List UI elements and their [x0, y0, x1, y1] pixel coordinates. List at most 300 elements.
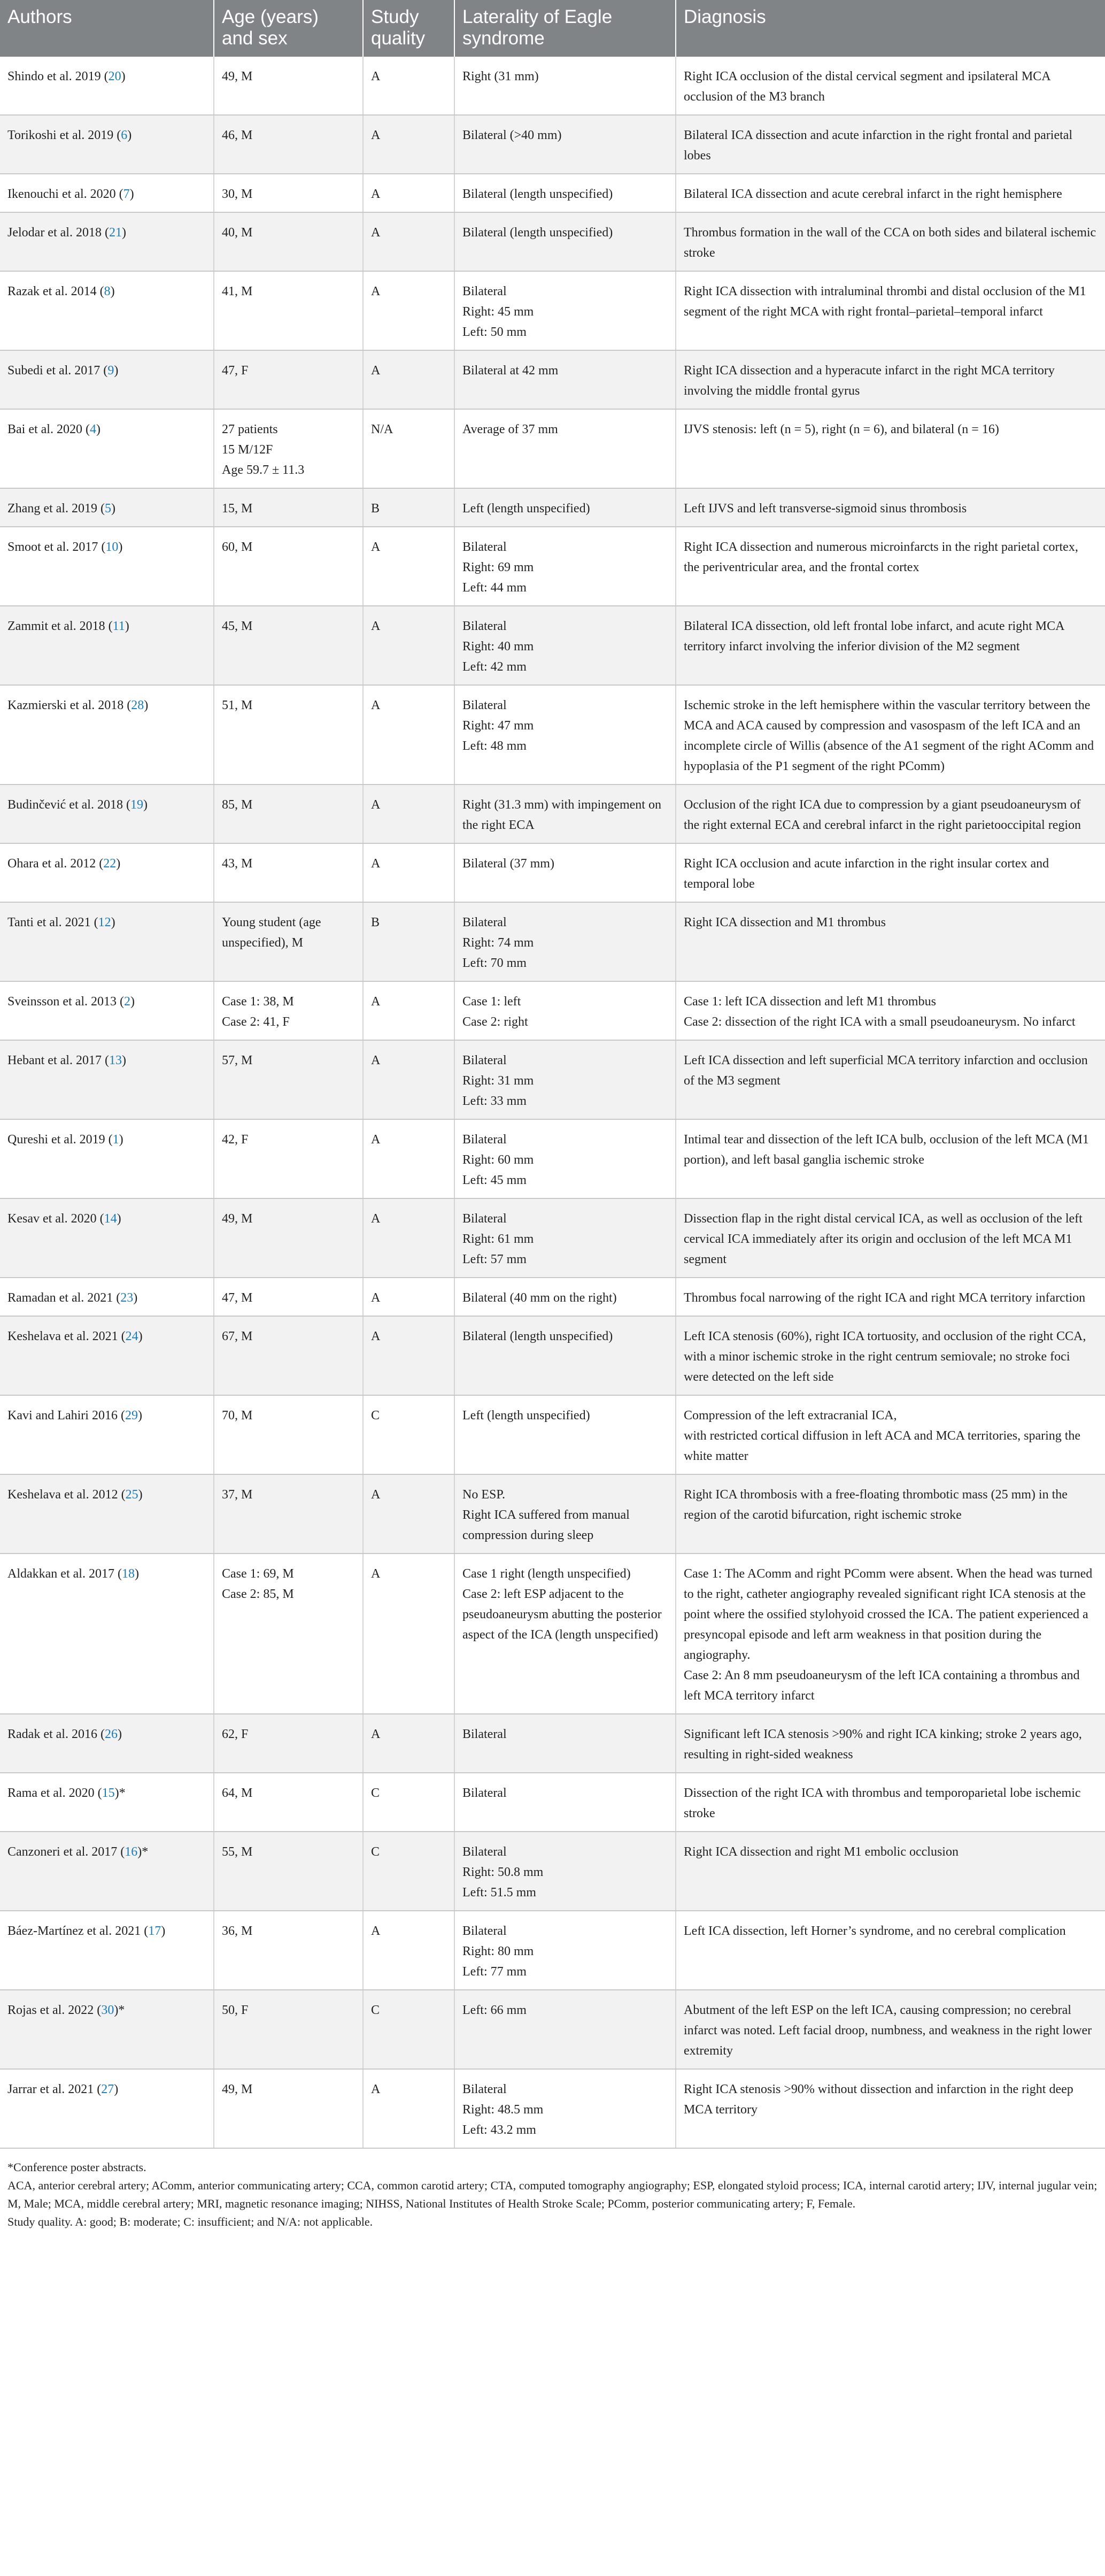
cell-age-sex: [214, 843, 363, 902]
diagnosis-line: Dissection flap in the right distal cervical ICA, as well as occlusion of the left cervical ICA immediately after its origin and occlusion of the left MCA M1 segment: [684, 1212, 1086, 1266]
laterality-line: Left: 44 mm: [462, 581, 527, 595]
citation-close: ): [114, 364, 119, 378]
citation-close: ): [117, 1212, 121, 1226]
citation-close: ): [118, 540, 123, 554]
cell-study-quality: A: [363, 1119, 454, 1198]
diagnosis-line: Right ICA occlusion of the distal cervical segment and ipsilateral MCA occlusion of the M3 branch: [684, 70, 1054, 104]
laterality-line: Bilateral (length unspecified): [462, 187, 613, 201]
citation-link[interactable]: 29: [125, 1409, 138, 1422]
cell-author: [0, 409, 214, 488]
cell-diagnosis: [676, 1990, 1105, 2069]
age-sex-line: 49, M: [222, 2082, 253, 2096]
citation-link[interactable]: 14: [104, 1212, 117, 1226]
laterality-line: Bilateral: [462, 1924, 507, 1938]
cell-author: [0, 1911, 214, 1990]
citation-close: ): [143, 798, 148, 812]
cell-laterality: [454, 902, 676, 981]
table-row: [0, 1832, 1105, 1911]
citation-close: ): [138, 1488, 143, 1502]
diagnosis-line: Right ICA dissection and a hyperacute infarct in the right MCA territory involving the middle frontal gyrus: [684, 364, 1058, 398]
cell-age-sex: [214, 1040, 363, 1119]
cell-diagnosis: [676, 1714, 1105, 1773]
author-name: Qureshi et al. 2019 (: [7, 1133, 113, 1147]
diagnosis-line: Right ICA thrombosis with a free-floating thrombotic mass (25 mm) in the region of the carotid bifurcation, right ischemic stroke: [684, 1488, 1071, 1522]
table-row: [0, 1198, 1105, 1278]
cell-author: [0, 1714, 214, 1773]
cell-laterality: [454, 1395, 676, 1474]
laterality-line: Bilateral (length unspecified): [462, 226, 613, 240]
age-sex-line: 64, M: [222, 1786, 253, 1800]
age-sex-line: 50, F: [222, 2003, 249, 2017]
cell-age-sex: [214, 2069, 363, 2148]
table-row: [0, 1773, 1105, 1832]
citation-close: ): [138, 1329, 143, 1343]
cell-study-quality: A: [363, 685, 454, 785]
cell-study-quality: N/A: [363, 409, 454, 488]
cell-author: [0, 685, 214, 785]
citation-close: )*: [137, 1845, 149, 1859]
author-name: Zhang et al. 2019 (: [7, 502, 105, 516]
author-name: Jarrar et al. 2021 (: [7, 2082, 102, 2096]
cell-diagnosis: [676, 1278, 1105, 1316]
cell-author: [0, 1198, 214, 1278]
author-name: Kesav et al. 2020 (: [7, 1212, 104, 1226]
cell-author: [0, 902, 214, 981]
laterality-line: Bilateral (37 mm): [462, 857, 554, 871]
cell-age-sex: [214, 1474, 363, 1554]
cell-author: [0, 350, 214, 409]
cell-laterality: [454, 1911, 676, 1990]
author-name: Budinčević et al. 2018 (: [7, 798, 130, 812]
cell-laterality: [454, 488, 676, 527]
citation-link[interactable]: 19: [130, 798, 143, 812]
cell-study-quality: C: [363, 1773, 454, 1832]
table-row: [0, 1474, 1105, 1554]
cell-laterality: [454, 1714, 676, 1773]
age-sex-line: 49, M: [222, 70, 253, 83]
laterality-line: Average of 37 mm: [462, 422, 558, 436]
cell-laterality: [454, 271, 676, 350]
laterality-line: Right: 48.5 mm: [462, 2103, 544, 2117]
laterality-line: Left: 42 mm: [462, 660, 527, 674]
citation-link[interactable]: 4: [89, 422, 96, 436]
citation-link[interactable]: 24: [125, 1329, 138, 1343]
citation-link[interactable]: 21: [109, 226, 122, 240]
table-row: [0, 57, 1105, 115]
cell-laterality: [454, 212, 676, 271]
diagnosis-line: Case 1: left ICA dissection and left M1 thrombus: [684, 995, 936, 1009]
laterality-line: Bilateral: [462, 1786, 507, 1800]
author-name: Smoot et al. 2017 (: [7, 540, 106, 554]
diagnosis-line: Right ICA dissection and right M1 embolic occlusion: [684, 1845, 959, 1859]
diagnosis-line: Bilateral ICA dissection and acute cerebral infarct in the right hemisphere: [684, 187, 1062, 201]
cell-author: [0, 1316, 214, 1395]
laterality-line: Right ICA suffered from manual compression during sleep: [462, 1508, 633, 1542]
cell-age-sex: [214, 1773, 363, 1832]
table-row: [0, 1714, 1105, 1773]
cell-author: [0, 488, 214, 527]
laterality-line: Bilateral (40 mm on the right): [462, 1291, 617, 1305]
footnote-poster: *Conference poster abstracts.: [7, 2160, 146, 2174]
citation-close: ): [111, 916, 115, 929]
laterality-line: Bilateral: [462, 1845, 507, 1859]
citation-link[interactable]: 20: [108, 70, 121, 83]
citation-link[interactable]: 11: [112, 619, 125, 633]
table-row: [0, 488, 1105, 527]
cell-study-quality: A: [363, 115, 454, 174]
laterality-line: Right: 31 mm: [462, 1074, 534, 1088]
cell-laterality: [454, 1832, 676, 1911]
age-sex-line: 47, M: [222, 1291, 253, 1305]
citation-close: ): [161, 1924, 166, 1938]
cell-laterality: [454, 1474, 676, 1554]
author-name: Shindo et al. 2019 (: [7, 70, 109, 83]
author-name: Keshelava et al. 2012 (: [7, 1488, 126, 1502]
cell-study-quality: B: [363, 488, 454, 527]
table-row: [0, 115, 1105, 174]
cell-laterality: [454, 1990, 676, 2069]
laterality-line: Bilateral: [462, 2082, 507, 2096]
cell-diagnosis: [676, 981, 1105, 1040]
cell-age-sex: [214, 271, 363, 350]
cell-author: [0, 843, 214, 902]
cell-study-quality: A: [363, 1474, 454, 1554]
table-row: [0, 1278, 1105, 1316]
laterality-line: Left: 50 mm: [462, 325, 527, 339]
citation-link[interactable]: 22: [103, 857, 117, 871]
table-row: [0, 981, 1105, 1040]
author-name: Hebant et al. 2017 (: [7, 1054, 109, 1067]
laterality-line: Right: 60 mm: [462, 1153, 534, 1167]
table-row: [0, 1316, 1105, 1395]
cell-laterality: [454, 350, 676, 409]
footnote-abbreviations: ACA, anterior cerebral artery; AComm, anterior communicating artery; CCA, common carotid artery; CTA, computed tomography angiography; ESP, elongated styloid process; ICA, internal carotid artery; IJV, internal jugular vein; M, Male; MCA, middle cerebral artery; MRI, magnetic resonance imaging; NIHSS, National Institutes of Health Stroke Scale; PComm, posterior communicating artery; F, Female.: [7, 2179, 1098, 2210]
author-name: Rama et al. 2020 (: [7, 1786, 102, 1800]
table-row: [0, 1990, 1105, 2069]
header-laterality: Laterality of Eagle syndrome: [454, 0, 676, 57]
age-sex-line: 57, M: [222, 1054, 253, 1067]
laterality-line: Left: 48 mm: [462, 739, 527, 753]
cell-author: [0, 1832, 214, 1911]
citation-link[interactable]: 16: [125, 1845, 138, 1859]
cell-age-sex: [214, 57, 363, 115]
citation-close: ): [127, 128, 132, 142]
header-authors: Authors: [0, 0, 214, 57]
citation-close: ): [130, 995, 135, 1009]
laterality-line: Left: 43.2 mm: [462, 2123, 536, 2137]
age-sex-line: Case 2: 85, M: [222, 1587, 294, 1601]
cell-laterality: [454, 1119, 676, 1198]
table-row: [0, 350, 1105, 409]
citation-link[interactable]: 17: [148, 1924, 161, 1938]
cell-age-sex: [214, 1278, 363, 1316]
cell-study-quality: C: [363, 1832, 454, 1911]
diagnosis-line: Right ICA dissection and M1 thrombus: [684, 916, 886, 929]
age-sex-line: 60, M: [222, 540, 253, 554]
citation-close: ): [144, 698, 149, 712]
cell-study-quality: A: [363, 606, 454, 685]
cell-diagnosis: [676, 1832, 1105, 1911]
cell-study-quality: A: [363, 1040, 454, 1119]
laterality-line: Bilateral at 42 mm: [462, 364, 559, 378]
author-name: Tanti et al. 2021 (: [7, 916, 98, 929]
age-sex-line: 62, F: [222, 1727, 249, 1741]
table-row: [0, 606, 1105, 685]
cell-age-sex: [214, 1832, 363, 1911]
citation-link[interactable]: 15: [102, 1786, 115, 1800]
cell-age-sex: [214, 785, 363, 843]
table-row: [0, 1911, 1105, 1990]
laterality-line: Left (length unspecified): [462, 1409, 590, 1422]
author-name: Kavi and Lahiri 2016 (: [7, 1409, 125, 1422]
age-sex-line: Case 1: 69, M: [222, 1567, 294, 1581]
cell-laterality: [454, 527, 676, 606]
cell-diagnosis: [676, 174, 1105, 212]
citation-link[interactable]: 6: [121, 128, 128, 142]
laterality-line: Bilateral (>40 mm): [462, 128, 562, 142]
citation-link[interactable]: 10: [105, 540, 119, 554]
age-sex-line: 42, F: [222, 1133, 249, 1147]
age-sex-line: Case 1: 38, M: [222, 995, 294, 1009]
cell-age-sex: [214, 1714, 363, 1773]
citation-link[interactable]: 2: [123, 995, 130, 1009]
cell-study-quality: C: [363, 1990, 454, 2069]
citation-link[interactable]: 28: [131, 698, 144, 712]
cell-diagnosis: [676, 902, 1105, 981]
cell-age-sex: [214, 606, 363, 685]
citation-close: ): [129, 187, 134, 201]
cell-author: [0, 606, 214, 685]
table-row: [0, 785, 1105, 843]
age-sex-line: 46, M: [222, 128, 253, 142]
author-name: Ramadan et al. 2021 (: [7, 1291, 121, 1305]
cell-author: [0, 1554, 214, 1714]
cell-study-quality: A: [363, 57, 454, 115]
laterality-line: Left: 57 mm: [462, 1252, 527, 1266]
cell-diagnosis: [676, 527, 1105, 606]
cell-diagnosis: [676, 212, 1105, 271]
citation-close: ): [114, 2082, 119, 2096]
author-name: Jelodar et al. 2018 (: [7, 226, 109, 240]
author-name: Aldakkan et al. 2017 (: [7, 1567, 122, 1581]
cell-author: [0, 57, 214, 115]
cell-age-sex: [214, 1554, 363, 1714]
cell-age-sex: [214, 981, 363, 1040]
cell-diagnosis: [676, 785, 1105, 843]
age-sex-line: 40, M: [222, 226, 253, 240]
table-row: [0, 1119, 1105, 1198]
laterality-line: Right: 69 mm: [462, 560, 534, 574]
cell-author: [0, 271, 214, 350]
citation-close: )*: [114, 2003, 125, 2017]
cell-diagnosis: [676, 57, 1105, 115]
cell-age-sex: [214, 174, 363, 212]
cell-diagnosis: [676, 1316, 1105, 1395]
cell-author: [0, 1395, 214, 1474]
diagnosis-line: Left ICA dissection and left superficial MCA territory infarction and occlusion of the M3 segment: [684, 1054, 1091, 1088]
laterality-line: Bilateral: [462, 1727, 507, 1741]
cell-diagnosis: [676, 1911, 1105, 1990]
laterality-line: Right (31 mm): [462, 70, 539, 83]
age-sex-line: 47, F: [222, 364, 249, 378]
diagnosis-line: Right ICA occlusion and acute infarction in the right insular cortex and temporal lobe: [684, 857, 1053, 891]
age-sex-line: 55, M: [222, 1845, 253, 1859]
age-sex-line: 70, M: [222, 1409, 253, 1422]
cell-author: [0, 1119, 214, 1198]
cell-diagnosis: [676, 606, 1105, 685]
cell-diagnosis: [676, 271, 1105, 350]
diagnosis-line: with restricted cortical diffusion in left ACA and MCA territories, sparing the white matter: [684, 1429, 1084, 1463]
diagnosis-line: Thrombus formation in the wall of the CCA on both sides and bilateral ischemic stroke: [684, 226, 1100, 260]
citation-link[interactable]: 25: [125, 1488, 138, 1502]
citation-link[interactable]: 13: [109, 1054, 122, 1067]
laterality-line: Right: 50.8 mm: [462, 1865, 544, 1879]
author-name: Bai et al. 2020 (: [7, 422, 90, 436]
citation-link[interactable]: 23: [120, 1291, 134, 1305]
diagnosis-line: Ischemic stroke in the left hemisphere within the vascular territory between the MCA and ACA caused by compression and vasospasm of the left ICA and an incomplete circle of Willis (absence of the A1 segment of the right AComm and hypoplasia of the P1 segment of the right PComm): [684, 698, 1098, 773]
author-name: Kazmierski et al. 2018 (: [7, 698, 132, 712]
cell-study-quality: A: [363, 1278, 454, 1316]
citation-link[interactable]: 18: [121, 1567, 135, 1581]
laterality-line: Bilateral: [462, 1212, 507, 1226]
laterality-line: Right: 47 mm: [462, 719, 534, 733]
cell-study-quality: A: [363, 1714, 454, 1773]
laterality-line: No ESP.: [462, 1488, 506, 1502]
cell-age-sex: [214, 1198, 363, 1278]
cell-laterality: [454, 1554, 676, 1714]
cell-age-sex: [214, 488, 363, 527]
citation-link[interactable]: 9: [107, 364, 114, 378]
laterality-line: Bilateral: [462, 698, 507, 712]
cell-laterality: [454, 981, 676, 1040]
header-row: [0, 0, 1105, 57]
table-row: [0, 843, 1105, 902]
cell-diagnosis: [676, 685, 1105, 785]
laterality-line: Bilateral (length unspecified): [462, 1329, 613, 1343]
laterality-line: Left: 77 mm: [462, 1965, 527, 1979]
citation-link[interactable]: 8: [104, 284, 111, 298]
laterality-line: Bilateral: [462, 284, 507, 298]
cell-study-quality: C: [363, 1395, 454, 1474]
cell-study-quality: A: [363, 785, 454, 843]
cell-author: [0, 1474, 214, 1554]
citation-link[interactable]: 5: [104, 502, 111, 516]
laterality-line: Left: 70 mm: [462, 956, 527, 970]
laterality-line: Right: 40 mm: [462, 640, 534, 653]
diagnosis-line: Dissection of the right ICA with thrombus and temporoparietal lobe ischemic stroke: [684, 1786, 1084, 1820]
laterality-line: Left: 33 mm: [462, 1094, 527, 1108]
author-name: Canzoneri et al. 2017 (: [7, 1845, 125, 1859]
cell-age-sex: [214, 350, 363, 409]
diagnosis-line: Intimal tear and dissection of the left ICA bulb, occlusion of the left MCA (M1 portion), and left basal ganglia ischemic stroke: [684, 1133, 1092, 1167]
author-name: Ohara et al. 2012 (: [7, 857, 104, 871]
table-row: [0, 1395, 1105, 1474]
citation-link[interactable]: 1: [112, 1133, 119, 1147]
cell-author: [0, 1990, 214, 2069]
diagnosis-line: Left ICA stenosis (60%), right ICA tortuosity, and occlusion of the right CCA, with a minor ischemic stroke in the right centrum semiovale; no stroke foci were detected on the left side: [684, 1329, 1089, 1384]
age-sex-line: 36, M: [222, 1924, 253, 1938]
cell-diagnosis: [676, 350, 1105, 409]
age-sex-line: 67, M: [222, 1329, 253, 1343]
age-sex-line: 15 M/12F: [222, 443, 273, 457]
age-sex-line: Young student (age unspecified), M: [222, 916, 324, 950]
laterality-line: Right: 80 mm: [462, 1944, 534, 1958]
diagnosis-line: Case 2: dissection of the right ICA with a small pseudoaneurysm. No infarct: [684, 1015, 1076, 1029]
cell-author: [0, 2069, 214, 2148]
citation-close: ): [121, 1054, 126, 1067]
cell-age-sex: [214, 1395, 363, 1474]
citation-close: ): [125, 619, 129, 633]
diagnosis-line: Left ICA dissection, left Horner’s syndrome, and no cerebral complication: [684, 1924, 1066, 1938]
cell-study-quality: A: [363, 1316, 454, 1395]
citation-close: ): [134, 1567, 139, 1581]
diagnosis-line: Left IJVS and left transverse-sigmoid sinus thrombosis: [684, 502, 967, 516]
table-row: [0, 409, 1105, 488]
citation-link[interactable]: 26: [104, 1727, 118, 1741]
footnote-study-quality: Study quality. A: good; B: moderate; C: insufficient; and N/A: not applicable.: [7, 2215, 373, 2228]
laterality-line: Left: 51.5 mm: [462, 1886, 536, 1900]
cell-laterality: [454, 409, 676, 488]
author-name: Razak et al. 2014 (: [7, 284, 104, 298]
cell-laterality: [454, 1198, 676, 1278]
cell-age-sex: [214, 115, 363, 174]
citation-link[interactable]: 30: [101, 2003, 114, 2017]
table-row: [0, 212, 1105, 271]
cell-study-quality: A: [363, 271, 454, 350]
citation-link[interactable]: 7: [123, 187, 130, 201]
citation-close: )*: [114, 1786, 126, 1800]
table-row: [0, 685, 1105, 785]
cell-age-sex: [214, 409, 363, 488]
header-diagnosis: Diagnosis: [676, 0, 1105, 57]
citation-link[interactable]: 12: [98, 916, 111, 929]
cell-laterality: [454, 2069, 676, 2148]
cell-author: [0, 785, 214, 843]
age-sex-line: Age 59.7 ± 11.3: [222, 463, 305, 477]
citation-close: ): [137, 1409, 142, 1422]
cell-laterality: [454, 1316, 676, 1395]
diagnosis-line: Thrombus focal narrowing of the right ICA and right MCA territory infarction: [684, 1291, 1086, 1305]
laterality-line: Bilateral: [462, 1133, 507, 1147]
table-row: [0, 174, 1105, 212]
table-footnotes: [0, 2149, 1105, 2231]
cell-age-sex: [214, 212, 363, 271]
cell-diagnosis: [676, 488, 1105, 527]
cell-diagnosis: [676, 1198, 1105, 1278]
cell-study-quality: A: [363, 212, 454, 271]
laterality-line: Bilateral: [462, 619, 507, 633]
citation-close: ): [111, 502, 115, 516]
cell-author: [0, 981, 214, 1040]
table-row: [0, 271, 1105, 350]
cell-laterality: [454, 785, 676, 843]
laterality-line: Right: 45 mm: [462, 305, 534, 319]
table-row: [0, 1040, 1105, 1119]
cell-diagnosis: [676, 843, 1105, 902]
age-sex-line: 45, M: [222, 619, 253, 633]
cell-study-quality: A: [363, 1554, 454, 1714]
age-sex-line: 37, M: [222, 1488, 253, 1502]
age-sex-line: 27 patients: [222, 422, 278, 436]
cell-study-quality: A: [363, 1198, 454, 1278]
diagnosis-line: Bilateral ICA dissection, old left frontal lobe infarct, and acute right MCA territory infarct involving the inferior division of the M2 segment: [684, 619, 1068, 653]
cell-diagnosis: [676, 1119, 1105, 1198]
age-sex-line: 43, M: [222, 857, 253, 871]
cell-study-quality: A: [363, 843, 454, 902]
citation-link[interactable]: 27: [101, 2082, 114, 2096]
author-name: Zammit et al. 2018 (: [7, 619, 113, 633]
cell-laterality: [454, 606, 676, 685]
